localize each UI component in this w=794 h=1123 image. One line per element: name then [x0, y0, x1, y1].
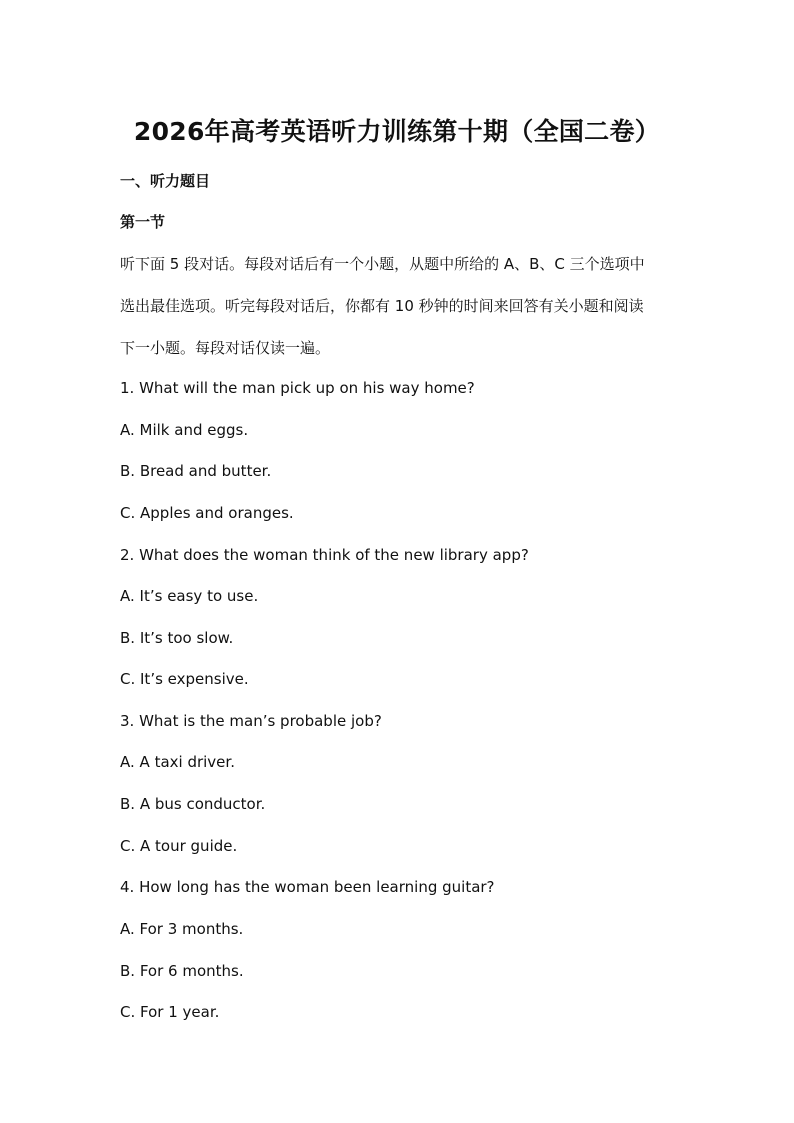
question-3-prompt: 3. What is the man’s probable job?	[120, 712, 382, 730]
question-2-prompt: 2. What does the woman think of the new library app?	[120, 546, 529, 564]
question-1-prompt: 1. What will the man pick up on his way home?	[120, 379, 475, 397]
section-heading: 一、听力题目	[120, 172, 211, 190]
instruction-line-2: 选出最佳选项。听完每段对话后，你都有 10 秒钟的时间来回答有关小题和阅读	[120, 297, 644, 315]
question-3-option-c: C. A tour guide.	[120, 837, 238, 855]
question-2-option-c: C. It’s expensive.	[120, 670, 249, 688]
question-4-prompt: 4. How long has the woman been learning guitar?	[120, 878, 495, 896]
question-3-option-b: B. A bus conductor.	[120, 795, 266, 813]
question-4-option-c: C. For 1 year.	[120, 1003, 220, 1021]
question-3-option-a: A. A taxi driver.	[120, 753, 235, 771]
instruction-line-1: 听下面 5 段对话。每段对话后有一个小题，从题中所给的 A、B、C 三个选项中	[120, 255, 645, 273]
part-heading: 第一节	[120, 213, 166, 231]
document-title: 2026年高考英语听力训练第十期（全国二卷）	[133, 117, 661, 146]
question-2-option-b: B. It’s too slow.	[120, 629, 234, 647]
question-1-option-a: A. Milk and eggs.	[120, 421, 249, 439]
question-1-option-b: B. Bread and butter.	[120, 462, 272, 480]
question-2-option-a: A. It’s easy to use.	[120, 587, 259, 605]
question-1-option-c: C. Apples and oranges.	[120, 504, 294, 522]
question-4-option-a: A. For 3 months.	[120, 920, 244, 938]
instruction-line-3: 下一小题。每段对话仅读一遍。	[120, 339, 331, 357]
question-4-option-b: B. For 6 months.	[120, 962, 244, 980]
